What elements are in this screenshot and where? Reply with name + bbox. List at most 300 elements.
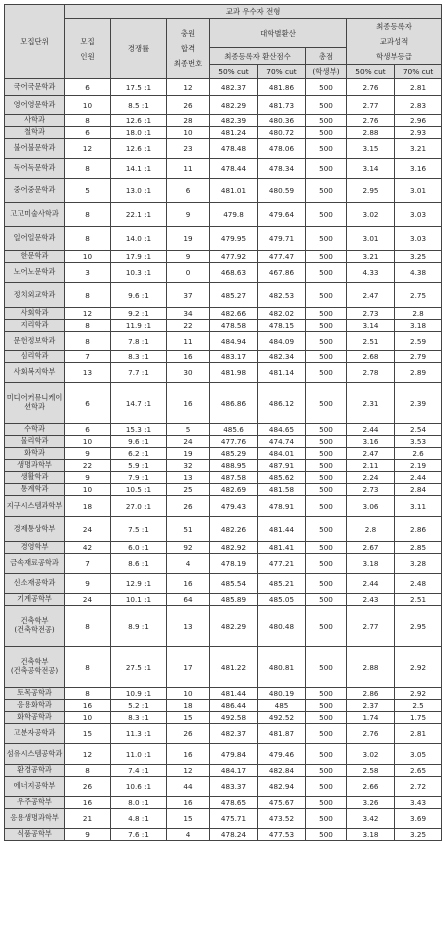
grade-50-cut-cell: 3.18: [347, 554, 395, 574]
competition-rate-cell: 10.1 :1: [111, 594, 167, 606]
converted-50-cut-cell: 482.39: [210, 115, 258, 127]
grade-70-cut-cell: 3.53: [395, 436, 442, 448]
dept-name-cell: 응용생명과학부: [5, 809, 65, 829]
dept-name-cell: 지구시스템과학부: [5, 496, 65, 517]
quota-cell: 21: [65, 809, 111, 829]
converted-50-cut-cell: 479.84: [210, 744, 258, 765]
waitlist-number-cell: 16: [167, 744, 210, 765]
grade-70-cut-cell: 2.6: [395, 448, 442, 460]
total-points-cell: 500: [306, 332, 347, 351]
grade-70-cut-cell: 3.25: [395, 251, 442, 263]
table-row: [5, 472, 442, 484]
dept-name-cell: 정치외교학과: [5, 283, 65, 308]
waitlist-number-cell: 12: [167, 79, 210, 96]
competition-rate-cell: 5.9 :1: [111, 460, 167, 472]
grade-70-cut-cell: 2.5: [395, 700, 442, 712]
waitlist-number-cell: 4: [167, 554, 210, 574]
competition-rate-cell: 8.3 :1: [111, 712, 167, 724]
converted-70-cut-cell: 480.19: [258, 688, 306, 700]
total-points-cell: 500: [306, 712, 347, 724]
header-quota: 모집 인원: [65, 19, 111, 79]
quota-cell: 9: [65, 472, 111, 484]
quota-cell: 8: [65, 606, 111, 647]
waitlist-number-cell: 0: [167, 263, 210, 283]
waitlist-number-cell: 11: [167, 332, 210, 351]
converted-50-cut-cell: 475.71: [210, 809, 258, 829]
grade-50-cut-cell: 3.14: [347, 159, 395, 179]
converted-70-cut-cell: 480.81: [258, 647, 306, 688]
converted-50-cut-cell: 481.01: [210, 179, 258, 203]
total-points-cell: 500: [306, 383, 347, 424]
dept-name-cell: 식품공학부: [5, 829, 65, 841]
table-row: [5, 765, 442, 777]
table-row: [5, 809, 442, 829]
quota-cell: 8: [65, 115, 111, 127]
dept-name-cell: 우주공학부: [5, 797, 65, 809]
quota-cell: 16: [65, 700, 111, 712]
dept-name-cell: 독어독문학과: [5, 159, 65, 179]
converted-70-cut-cell: 481.41: [258, 542, 306, 554]
quota-cell: 10: [65, 251, 111, 263]
quota-cell: 10: [65, 96, 111, 115]
dept-name-cell: 생활학과: [5, 472, 65, 484]
grade-50-cut-cell: 2.78: [347, 363, 395, 383]
grade-50-cut-cell: 3.18: [347, 829, 395, 841]
quota-cell: 8: [65, 332, 111, 351]
converted-50-cut-cell: 482.92: [210, 542, 258, 554]
grade-70-cut-cell: 3.11: [395, 496, 442, 517]
grade-70-cut-cell: 2.85: [395, 542, 442, 554]
grade-70-cut-cell: 2.86: [395, 517, 442, 542]
converted-50-cut-cell: 481.24: [210, 127, 258, 139]
grade-50-cut-cell: 2.11: [347, 460, 395, 472]
dept-name-cell: 경영학부: [5, 542, 65, 554]
grade-70-cut-cell: 3.05: [395, 744, 442, 765]
converted-50-cut-cell: 485.27: [210, 283, 258, 308]
waitlist-number-cell: 9: [167, 251, 210, 263]
dept-name-cell: 생명과학부: [5, 460, 65, 472]
grade-70-cut-cell: 3.18: [395, 320, 442, 332]
table-row: [5, 383, 442, 424]
dept-name-cell: 건축학부 (건축공학전공): [5, 647, 65, 688]
competition-rate-cell: 6.0 :1: [111, 542, 167, 554]
total-points-cell: 500: [306, 460, 347, 472]
grade-70-cut-cell: 2.72: [395, 777, 442, 797]
converted-50-cut-cell: 485.54: [210, 574, 258, 594]
header-final-reg-converted: 최종등록자 환산점수: [210, 48, 306, 65]
grade-70-cut-cell: 2.83: [395, 96, 442, 115]
dept-name-cell: 화학공학과: [5, 712, 65, 724]
waitlist-number-cell: 16: [167, 574, 210, 594]
total-points-cell: 500: [306, 139, 347, 159]
quota-cell: 7: [65, 554, 111, 574]
waitlist-number-cell: 15: [167, 809, 210, 829]
competition-rate-cell: 10.5 :1: [111, 484, 167, 496]
header-unit: 모집단위: [5, 5, 65, 79]
grade-70-cut-cell: 2.8: [395, 308, 442, 320]
grade-70-cut-cell: 2.44: [395, 472, 442, 484]
competition-rate-cell: 18.0 :1: [111, 127, 167, 139]
waitlist-number-cell: 11: [167, 159, 210, 179]
table-row: [5, 724, 442, 744]
waitlist-number-cell: 16: [167, 797, 210, 809]
total-points-cell: 500: [306, 436, 347, 448]
converted-50-cut-cell: 482.37: [210, 79, 258, 96]
converted-70-cut-cell: 484.09: [258, 332, 306, 351]
quota-cell: 8: [65, 227, 111, 251]
dept-name-cell: 환경공학과: [5, 765, 65, 777]
waitlist-number-cell: 13: [167, 606, 210, 647]
competition-rate-cell: 15.3 :1: [111, 424, 167, 436]
converted-70-cut-cell: 479.46: [258, 744, 306, 765]
grade-50-cut-cell: 2.47: [347, 448, 395, 460]
table-row: [5, 554, 442, 574]
converted-50-cut-cell: 478.48: [210, 139, 258, 159]
converted-70-cut-cell: 480.48: [258, 606, 306, 647]
competition-rate-cell: 14.7 :1: [111, 383, 167, 424]
converted-70-cut-cell: 492.52: [258, 712, 306, 724]
quota-cell: 6: [65, 79, 111, 96]
waitlist-number-cell: 19: [167, 448, 210, 460]
table-row: [5, 320, 442, 332]
waitlist-number-cell: 26: [167, 724, 210, 744]
quota-cell: 18: [65, 496, 111, 517]
table-row: [5, 332, 442, 351]
waitlist-number-cell: 26: [167, 496, 210, 517]
competition-rate-cell: 13.0 :1: [111, 179, 167, 203]
grade-50-cut-cell: 2.8: [347, 517, 395, 542]
total-points-cell: 500: [306, 700, 347, 712]
header-grade-cut50: 50% cut: [347, 65, 395, 79]
waitlist-number-cell: 10: [167, 688, 210, 700]
competition-rate-cell: 7.4 :1: [111, 765, 167, 777]
grade-70-cut-cell: 2.54: [395, 424, 442, 436]
converted-50-cut-cell: 482.69: [210, 484, 258, 496]
dept-name-cell: 토목공학과: [5, 688, 65, 700]
dept-name-cell: 노어노문학과: [5, 263, 65, 283]
grade-50-cut-cell: 3.01: [347, 227, 395, 251]
competition-rate-cell: 7.5 :1: [111, 517, 167, 542]
table-row: [5, 227, 442, 251]
converted-50-cut-cell: 483.17: [210, 351, 258, 363]
grade-50-cut-cell: 2.43: [347, 594, 395, 606]
converted-70-cut-cell: 481.14: [258, 363, 306, 383]
quota-cell: 15: [65, 724, 111, 744]
grade-50-cut-cell: 2.76: [347, 724, 395, 744]
competition-rate-cell: 6.2 :1: [111, 448, 167, 460]
converted-70-cut-cell: 482.53: [258, 283, 306, 308]
grade-70-cut-cell: 3.69: [395, 809, 442, 829]
header-total-points-unit: (학생부): [306, 65, 347, 79]
competition-rate-cell: 8.9 :1: [111, 606, 167, 647]
total-points-cell: 500: [306, 744, 347, 765]
total-points-cell: 500: [306, 829, 347, 841]
table-row: [5, 203, 442, 227]
table-row: [5, 484, 442, 496]
grade-70-cut-cell: 2.51: [395, 594, 442, 606]
dept-name-cell: 통계학과: [5, 484, 65, 496]
dept-name-cell: 섬유시스템공학과: [5, 744, 65, 765]
competition-rate-cell: 9.6 :1: [111, 436, 167, 448]
table-row: [5, 542, 442, 554]
grade-50-cut-cell: 2.73: [347, 484, 395, 496]
dept-name-cell: 응용화학과: [5, 700, 65, 712]
grade-70-cut-cell: 3.25: [395, 829, 442, 841]
waitlist-number-cell: 16: [167, 383, 210, 424]
quota-cell: 8: [65, 159, 111, 179]
grade-50-cut-cell: 2.51: [347, 332, 395, 351]
quota-cell: 24: [65, 594, 111, 606]
quota-cell: 22: [65, 460, 111, 472]
waitlist-number-cell: 15: [167, 712, 210, 724]
competition-rate-cell: 9.6 :1: [111, 283, 167, 308]
table-row: [5, 496, 442, 517]
competition-rate-cell: 22.1 :1: [111, 203, 167, 227]
waitlist-number-cell: 9: [167, 203, 210, 227]
waitlist-number-cell: 19: [167, 227, 210, 251]
table-row: [5, 351, 442, 363]
grade-70-cut-cell: 1.75: [395, 712, 442, 724]
quota-cell: 6: [65, 383, 111, 424]
waitlist-number-cell: 28: [167, 115, 210, 127]
grade-70-cut-cell: 3.43: [395, 797, 442, 809]
quota-cell: 24: [65, 517, 111, 542]
waitlist-number-cell: 51: [167, 517, 210, 542]
converted-70-cut-cell: 478.06: [258, 139, 306, 159]
dept-name-cell: 경제통상학부: [5, 517, 65, 542]
dept-name-cell: 불어불문학과: [5, 139, 65, 159]
competition-rate-cell: 9.2 :1: [111, 308, 167, 320]
competition-rate-cell: 4.8 :1: [111, 809, 167, 829]
converted-50-cut-cell: 485.29: [210, 448, 258, 460]
grade-50-cut-cell: 2.73: [347, 308, 395, 320]
competition-rate-cell: 8.0 :1: [111, 797, 167, 809]
converted-70-cut-cell: 479.71: [258, 227, 306, 251]
converted-70-cut-cell: 481.86: [258, 79, 306, 96]
table-row: [5, 712, 442, 724]
total-points-cell: 500: [306, 472, 347, 484]
total-points-cell: 500: [306, 765, 347, 777]
grade-50-cut-cell: 3.02: [347, 203, 395, 227]
waitlist-number-cell: 22: [167, 320, 210, 332]
quota-cell: 9: [65, 574, 111, 594]
competition-rate-cell: 8.6 :1: [111, 554, 167, 574]
waitlist-number-cell: 44: [167, 777, 210, 797]
converted-70-cut-cell: 481.87: [258, 724, 306, 744]
table-row: [5, 424, 442, 436]
grade-50-cut-cell: 2.24: [347, 472, 395, 484]
grade-50-cut-cell: 2.47: [347, 283, 395, 308]
total-points-cell: 500: [306, 283, 347, 308]
grade-70-cut-cell: 4.38: [395, 263, 442, 283]
total-points-cell: 500: [306, 496, 347, 517]
converted-50-cut-cell: 487.58: [210, 472, 258, 484]
converted-70-cut-cell: 485: [258, 700, 306, 712]
converted-50-cut-cell: 478.58: [210, 320, 258, 332]
total-points-cell: 500: [306, 484, 347, 496]
competition-rate-cell: 17.5 :1: [111, 79, 167, 96]
grade-50-cut-cell: 3.21: [347, 251, 395, 263]
dept-name-cell: 신소재공학과: [5, 574, 65, 594]
waitlist-number-cell: 23: [167, 139, 210, 159]
grade-50-cut-cell: 4.33: [347, 263, 395, 283]
grade-50-cut-cell: 2.44: [347, 424, 395, 436]
quota-cell: 5: [65, 179, 111, 203]
grade-70-cut-cell: 2.96: [395, 115, 442, 127]
total-points-cell: 500: [306, 724, 347, 744]
grade-70-cut-cell: 3.01: [395, 179, 442, 203]
converted-50-cut-cell: 482.29: [210, 606, 258, 647]
grade-50-cut-cell: 2.44: [347, 574, 395, 594]
waitlist-number-cell: 5: [167, 424, 210, 436]
table-row: [5, 460, 442, 472]
table-row: [5, 79, 442, 96]
converted-70-cut-cell: 475.67: [258, 797, 306, 809]
table-row: [5, 594, 442, 606]
converted-50-cut-cell: 481.98: [210, 363, 258, 383]
quota-cell: 9: [65, 829, 111, 841]
grade-70-cut-cell: 3.21: [395, 139, 442, 159]
grade-50-cut-cell: 2.95: [347, 179, 395, 203]
total-points-cell: 500: [306, 554, 347, 574]
dept-name-cell: 중어중문학과: [5, 179, 65, 203]
converted-70-cut-cell: 477.47: [258, 251, 306, 263]
total-points-cell: 500: [306, 320, 347, 332]
total-points-cell: 500: [306, 424, 347, 436]
grade-70-cut-cell: 2.89: [395, 363, 442, 383]
total-points-cell: 500: [306, 179, 347, 203]
competition-rate-cell: 17.9 :1: [111, 251, 167, 263]
converted-70-cut-cell: 481.58: [258, 484, 306, 496]
total-points-cell: 500: [306, 227, 347, 251]
waitlist-number-cell: 16: [167, 351, 210, 363]
competition-rate-cell: 12.6 :1: [111, 115, 167, 127]
quota-cell: 8: [65, 688, 111, 700]
dept-name-cell: 수학과: [5, 424, 65, 436]
converted-50-cut-cell: 486.44: [210, 700, 258, 712]
total-points-cell: 500: [306, 448, 347, 460]
competition-rate-cell: 11.0 :1: [111, 744, 167, 765]
competition-rate-cell: 14.0 :1: [111, 227, 167, 251]
competition-rate-cell: 10.9 :1: [111, 688, 167, 700]
converted-50-cut-cell: 484.17: [210, 765, 258, 777]
converted-70-cut-cell: 477.53: [258, 829, 306, 841]
table-row: [5, 139, 442, 159]
converted-70-cut-cell: 485.05: [258, 594, 306, 606]
quota-cell: 8: [65, 283, 111, 308]
dept-name-cell: 고분자공학과: [5, 724, 65, 744]
grade-70-cut-cell: 2.75: [395, 283, 442, 308]
dept-name-cell: 철학과: [5, 127, 65, 139]
quota-cell: 10: [65, 712, 111, 724]
total-points-cell: 500: [306, 251, 347, 263]
waitlist-number-cell: 26: [167, 96, 210, 115]
total-points-cell: 500: [306, 517, 347, 542]
competition-rate-cell: 7.6 :1: [111, 829, 167, 841]
converted-70-cut-cell: 487.91: [258, 460, 306, 472]
waitlist-number-cell: 24: [167, 436, 210, 448]
dept-name-cell: 사학과: [5, 115, 65, 127]
grade-50-cut-cell: 3.06: [347, 496, 395, 517]
total-points-cell: 500: [306, 96, 347, 115]
waitlist-number-cell: 64: [167, 594, 210, 606]
table-row: [5, 115, 442, 127]
table-row: [5, 744, 442, 765]
table-row: [5, 688, 442, 700]
header-group-title: 교과 우수자 전형: [65, 5, 442, 19]
converted-50-cut-cell: 486.86: [210, 383, 258, 424]
grade-70-cut-cell: 2.95: [395, 606, 442, 647]
converted-50-cut-cell: 478.19: [210, 554, 258, 574]
converted-70-cut-cell: 486.12: [258, 383, 306, 424]
table-row: [5, 829, 442, 841]
total-points-cell: 500: [306, 688, 347, 700]
converted-50-cut-cell: 479.8: [210, 203, 258, 227]
grade-50-cut-cell: 2.37: [347, 700, 395, 712]
grade-50-cut-cell: 2.68: [347, 351, 395, 363]
quota-cell: 9: [65, 448, 111, 460]
waitlist-number-cell: 92: [167, 542, 210, 554]
converted-50-cut-cell: 482.26: [210, 517, 258, 542]
total-points-cell: 500: [306, 263, 347, 283]
waitlist-number-cell: 32: [167, 460, 210, 472]
grade-70-cut-cell: 2.39: [395, 383, 442, 424]
grade-50-cut-cell: 2.88: [347, 647, 395, 688]
grade-70-cut-cell: 2.93: [395, 127, 442, 139]
total-points-cell: 500: [306, 79, 347, 96]
converted-70-cut-cell: 482.84: [258, 765, 306, 777]
converted-70-cut-cell: 467.86: [258, 263, 306, 283]
converted-50-cut-cell: 477.76: [210, 436, 258, 448]
total-points-cell: 500: [306, 542, 347, 554]
converted-70-cut-cell: 479.64: [258, 203, 306, 227]
dept-name-cell: 고고미술사학과: [5, 203, 65, 227]
competition-rate-cell: 14.1 :1: [111, 159, 167, 179]
dept-name-cell: 문헌정보학과: [5, 332, 65, 351]
grade-50-cut-cell: 3.26: [347, 797, 395, 809]
waitlist-number-cell: 34: [167, 308, 210, 320]
waitlist-number-cell: 18: [167, 700, 210, 712]
table-row: [5, 263, 442, 283]
converted-70-cut-cell: 484.65: [258, 424, 306, 436]
dept-name-cell: 화학과: [5, 448, 65, 460]
dept-name-cell: 기계공학부: [5, 594, 65, 606]
grade-50-cut-cell: 2.66: [347, 777, 395, 797]
converted-70-cut-cell: 477.21: [258, 554, 306, 574]
quota-cell: 10: [65, 436, 111, 448]
quota-cell: 8: [65, 320, 111, 332]
converted-70-cut-cell: 480.36: [258, 115, 306, 127]
quota-cell: 13: [65, 363, 111, 383]
grade-70-cut-cell: 2.81: [395, 724, 442, 744]
grade-70-cut-cell: 2.84: [395, 484, 442, 496]
converted-70-cut-cell: 478.91: [258, 496, 306, 517]
admission-results-table: [4, 4, 442, 841]
converted-70-cut-cell: 474.74: [258, 436, 306, 448]
grade-70-cut-cell: 3.16: [395, 159, 442, 179]
table-row: [5, 96, 442, 115]
competition-rate-cell: 12.6 :1: [111, 139, 167, 159]
grade-70-cut-cell: 2.59: [395, 332, 442, 351]
total-points-cell: 500: [306, 606, 347, 647]
converted-50-cut-cell: 482.66: [210, 308, 258, 320]
table-row: [5, 448, 442, 460]
competition-rate-cell: 7.9 :1: [111, 472, 167, 484]
dept-name-cell: 미디어커뮤니케이션학과: [5, 383, 65, 424]
waitlist-number-cell: 37: [167, 283, 210, 308]
quota-cell: 8: [65, 765, 111, 777]
competition-rate-cell: 10.3 :1: [111, 263, 167, 283]
